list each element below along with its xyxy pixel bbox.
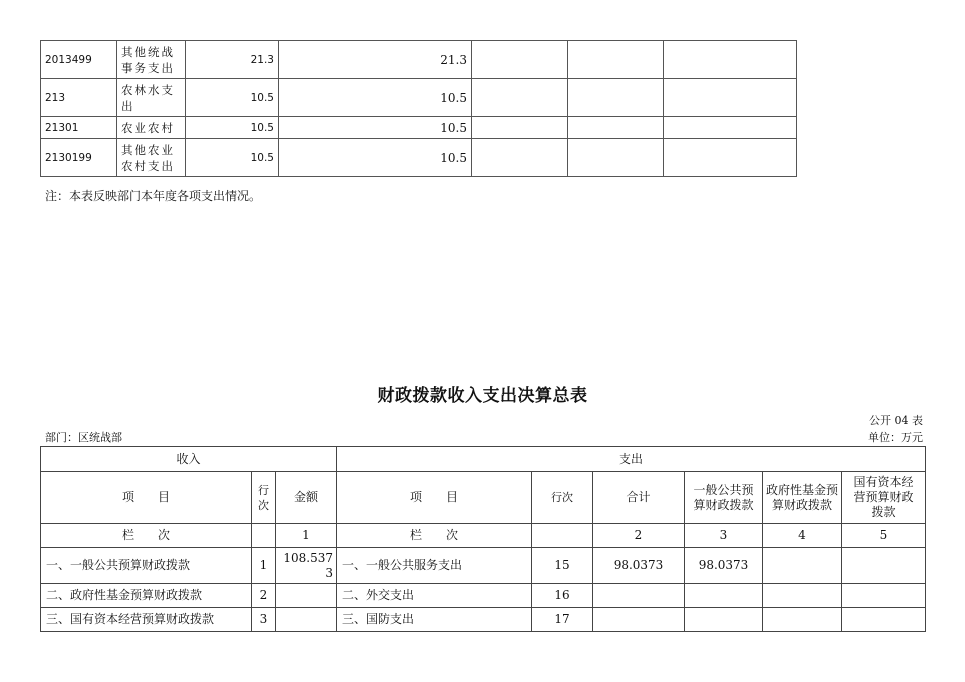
empty-cell [568, 139, 664, 177]
income-row-no: 2 [252, 584, 276, 608]
expense-gov-fund [763, 584, 842, 608]
col-gov-fund: 政府性基金预算财政拨款 [763, 472, 842, 524]
expense-total [593, 608, 685, 632]
expense-state-capital [842, 608, 926, 632]
expense-state-capital [842, 548, 926, 584]
expense-row-no: 15 [532, 548, 593, 584]
column-index-row [41, 524, 926, 548]
subject-code: 2013499 [41, 41, 117, 79]
income-row-no: 3 [252, 608, 276, 632]
column-index: 3 [685, 524, 763, 548]
expense-total: 98.0373 [593, 548, 685, 584]
page-title: 财政拨款收入支出决算总表 [377, 386, 588, 406]
income-item: 二、政府性基金预算财政拨款 [41, 584, 252, 608]
income-amount [276, 584, 337, 608]
empty-cell [472, 79, 568, 117]
col-item: 项 目 [41, 472, 252, 524]
column-index: 1 [276, 524, 337, 548]
amount-cell: 10.5 [186, 117, 279, 139]
form-number: 公开 04 表 [869, 414, 923, 427]
expense-total [593, 584, 685, 608]
col-general-budget: 一般公共预算财政拨款 [685, 472, 763, 524]
basic-amount-cell: 10.5 [279, 117, 472, 139]
column-index: 2 [593, 524, 685, 548]
fiscal-summary-table [40, 446, 926, 632]
empty-cell [568, 41, 664, 79]
empty-cell [532, 524, 593, 548]
empty-cell [664, 117, 797, 139]
expense-general [685, 608, 763, 632]
subject-code: 213 [41, 79, 117, 117]
table-row [41, 139, 797, 177]
empty-cell [664, 41, 797, 79]
table-row [41, 608, 926, 632]
header-row [41, 472, 926, 524]
expense-row-no: 17 [532, 608, 593, 632]
subject-code: 21301 [41, 117, 117, 139]
expense-item: 二、外交支出 [337, 584, 532, 608]
income-header: 收入 [41, 447, 337, 472]
expense-header: 支出 [337, 447, 926, 472]
basic-amount-cell: 10.5 [279, 139, 472, 177]
basic-amount-cell: 21.3 [279, 41, 472, 79]
table-note: 注：本表反映部门本年度各项支出情况。 [45, 189, 262, 203]
expense-state-capital [842, 584, 926, 608]
empty-cell [664, 79, 797, 117]
expense-general: 98.0373 [685, 548, 763, 584]
empty-cell [472, 41, 568, 79]
income-amount [276, 608, 337, 632]
col-total: 合计 [593, 472, 685, 524]
subject-name: 农业农村 [117, 117, 186, 139]
header-row [41, 447, 926, 472]
col-row-no-expense: 行次 [532, 472, 593, 524]
amount-cell: 10.5 [186, 79, 279, 117]
expense-item: 一、一般公共服务支出 [337, 548, 532, 584]
col-state-capital: 国有资本经营预算财政拨款 [842, 472, 926, 524]
expense-item: 三、国防支出 [337, 608, 532, 632]
table-row [41, 41, 797, 79]
empty-cell [568, 79, 664, 117]
income-row-no: 1 [252, 548, 276, 584]
expense-gov-fund [763, 608, 842, 632]
expense-gov-fund [763, 548, 842, 584]
col-row-no: 行次 [252, 472, 276, 524]
subject-code: 2130199 [41, 139, 117, 177]
col-amount: 金额 [276, 472, 337, 524]
expense-row-no: 16 [532, 584, 593, 608]
subject-name: 农林水支出 [117, 79, 186, 117]
col-item-expense: 项 目 [337, 472, 532, 524]
empty-cell [472, 117, 568, 139]
subject-name: 其他统战事务支出 [117, 41, 186, 79]
expense-general [685, 584, 763, 608]
empty-cell [252, 524, 276, 548]
column-index: 4 [763, 524, 842, 548]
basic-amount-cell: 10.5 [279, 79, 472, 117]
table-row [41, 117, 797, 139]
subject-name: 其他农业农村支出 [117, 139, 186, 177]
empty-cell [472, 139, 568, 177]
lanci-label: 栏 次 [337, 524, 532, 548]
empty-cell [664, 139, 797, 177]
department-label: 部门：区统战部 [45, 431, 122, 444]
income-item: 一、一般公共预算财政拨款 [41, 548, 252, 584]
empty-cell [568, 117, 664, 139]
table-row [41, 79, 797, 117]
income-amount: 108.5373 [276, 548, 337, 584]
amount-cell: 21.3 [186, 41, 279, 79]
column-index: 5 [842, 524, 926, 548]
lanci-label: 栏 次 [41, 524, 252, 548]
income-item: 三、国有资本经营预算财政拨款 [41, 608, 252, 632]
table-row [41, 584, 926, 608]
expense-detail-table [40, 40, 797, 177]
amount-cell: 10.5 [186, 139, 279, 177]
table-row [41, 548, 926, 584]
unit-label: 单位：万元 [868, 431, 923, 444]
